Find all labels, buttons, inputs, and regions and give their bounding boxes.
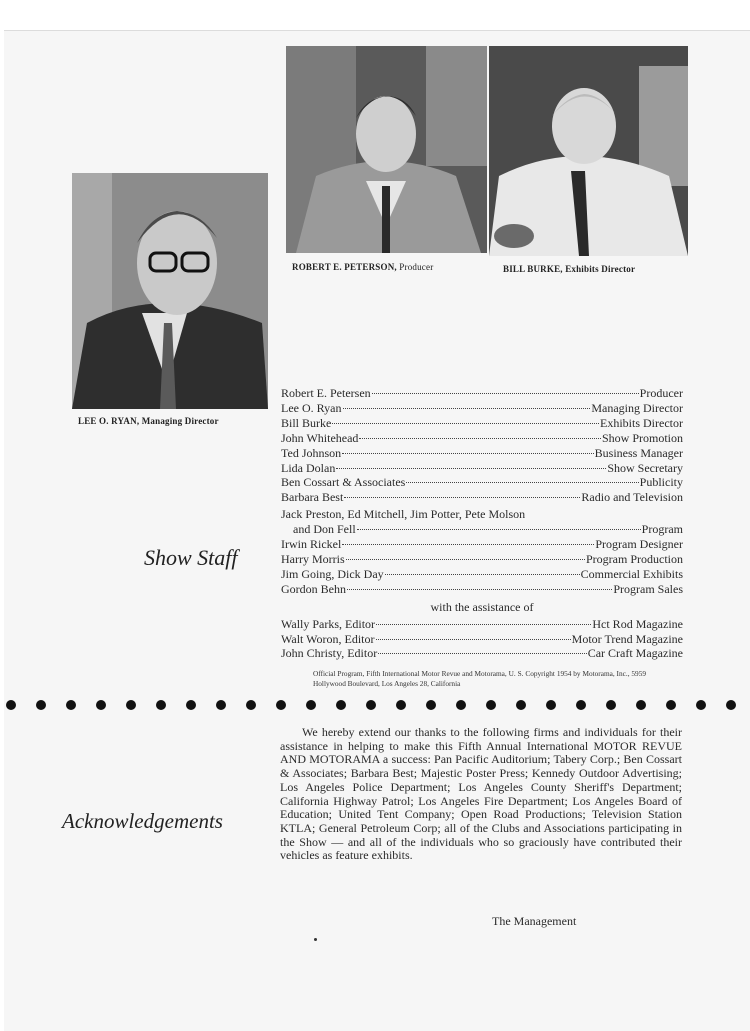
acknowledgements-body: We hereby extend our thanks to the following firms and individuals for their assistance in helping to make this Fifth Annual International MOTOR REVUE AND MOTORAMA a success: Pan Pacific Auditorium; Tabery Corp.; Ben Cossart & Associates; Barbara Best; Majestic Poster Press; Kennedy Outdoor Advertising; Los Angeles Police Department; Los Angeles County Sheriff's Department; California Highway Patrol; Los Angeles Fire Department; Los Angeles Board of Education; United Tent Company; Open Road Productions; Television Station KTLA; General Petroleum Corp; all of the Clubs and Associations participating in the Show — and all of the individuals who so graciously have contributed their vehicles as feature exhibits. <box>280 725 682 863</box>
leader-dots <box>372 393 639 394</box>
staff-row <box>281 386 683 401</box>
staff-name: Lee O. Ryan <box>281 400 342 415</box>
portrait-photo <box>286 46 487 253</box>
portrait-photo-bill <box>489 46 688 256</box>
staff-role: Program Designer <box>595 537 683 552</box>
staff-name: Ted Johnson <box>281 445 342 460</box>
photo-caption <box>78 416 219 426</box>
staff-role: Publicity <box>639 475 683 490</box>
staff-name: Jim Going, Dick Day <box>281 566 384 581</box>
leader-dots <box>346 559 585 560</box>
staff-program-names: Jack Preston, Ed Mitchell, Jim Potter, Pete Molson <box>281 507 526 522</box>
signoff: The Management <box>492 914 577 928</box>
staff-name: Harry Morris <box>281 551 345 566</box>
leader-dots <box>342 453 594 454</box>
dotted-separator <box>6 697 736 713</box>
staff-name: Wally Parks, Editor <box>281 616 376 631</box>
leader-dots <box>359 438 601 439</box>
section-title-acknowledgements: Acknowledgements <box>62 809 223 833</box>
staff-row <box>281 646 683 661</box>
staff-row <box>281 446 683 461</box>
staff-row <box>281 475 683 490</box>
staff-list <box>281 386 683 661</box>
staff-role: Business Manager <box>594 445 683 460</box>
photo-caption <box>503 264 635 274</box>
portrait-photo-robert <box>286 46 487 253</box>
staff-role: Radio and Television <box>581 490 683 505</box>
portrait-photo <box>489 46 688 256</box>
staff-row <box>281 401 683 416</box>
caption-role: Producer <box>399 262 434 272</box>
photo-caption <box>292 262 433 272</box>
leader-dots <box>378 653 586 654</box>
staff-role: Exhibits Director <box>600 415 683 430</box>
staff-row <box>281 552 683 567</box>
portrait-photo <box>72 173 268 409</box>
leader-dots <box>332 423 599 424</box>
staff-name: Bill Burke <box>281 415 332 430</box>
staff-role: Commercial Exhibits <box>580 566 683 581</box>
leader-dots <box>347 589 612 590</box>
leader-dots <box>376 639 571 640</box>
section-title-show-staff: Show Staff <box>144 545 238 570</box>
staff-role: Car Craft Magazine <box>587 646 683 661</box>
staff-row <box>281 617 683 632</box>
caption-role: Exhibits Director <box>565 264 636 274</box>
staff-name: Robert E. Petersen <box>281 386 371 400</box>
staff-name: Barbara Best <box>281 490 344 505</box>
staff-role: Program <box>641 522 683 537</box>
staff-name: John Whitehead <box>281 430 359 445</box>
staff-role: Producer <box>639 386 683 400</box>
staff-row <box>281 431 683 446</box>
caption-name: BILL BURKE, <box>503 264 563 274</box>
portrait-photo-lee <box>72 173 268 409</box>
leader-dots <box>385 574 580 575</box>
staff-row <box>281 461 683 476</box>
leader-dots <box>342 544 594 545</box>
staff-name: John Christy, Editor <box>281 646 378 661</box>
staff-name: Lida Dolan <box>281 460 336 475</box>
staff-role: Managing Director <box>591 400 683 415</box>
caption-name: ROBERT E. PETERSON, <box>292 262 397 272</box>
print-speck <box>314 938 317 941</box>
staff-row <box>281 522 683 537</box>
staff-name: Walt Woron, Editor <box>281 631 375 646</box>
leader-dots <box>343 408 591 409</box>
copyright-notice: Official Program, Fifth International Motor Revue and Motorama, U. S. Copyright 1954 by Motorama, Inc., 5959 Hollywood Boulevard, Los Angeles 28, California <box>313 669 646 688</box>
staff-role: Motor Trend Magazine <box>571 631 683 646</box>
staff-name: Gordon Behn <box>281 581 346 596</box>
leader-dots <box>406 482 638 483</box>
staff-row <box>281 416 683 431</box>
staff-name: and Don Fell <box>293 522 356 537</box>
assistance-heading: with the assistance of <box>430 599 534 614</box>
staff-role: Show Promotion <box>601 430 683 445</box>
staff-name: Irwin Rickel <box>281 537 342 552</box>
staff-role: Program Production <box>586 551 683 566</box>
caption-name: LEE O. RYAN, <box>78 416 140 426</box>
staff-role: Show Secretary <box>607 460 683 475</box>
leader-dots <box>357 529 641 530</box>
leader-dots <box>376 624 591 625</box>
staff-row <box>281 632 683 647</box>
staff-row <box>281 537 683 552</box>
staff-row <box>281 567 683 582</box>
leader-dots <box>344 497 580 498</box>
leader-dots <box>336 468 606 469</box>
staff-role: Program Sales <box>613 581 683 596</box>
caption-role: Managing Director <box>141 416 219 426</box>
staff-role: Hct Rod Magazine <box>592 616 683 631</box>
staff-row <box>281 490 683 505</box>
staff-name: Ben Cossart & Associates <box>281 475 406 490</box>
staff-row <box>281 582 683 597</box>
